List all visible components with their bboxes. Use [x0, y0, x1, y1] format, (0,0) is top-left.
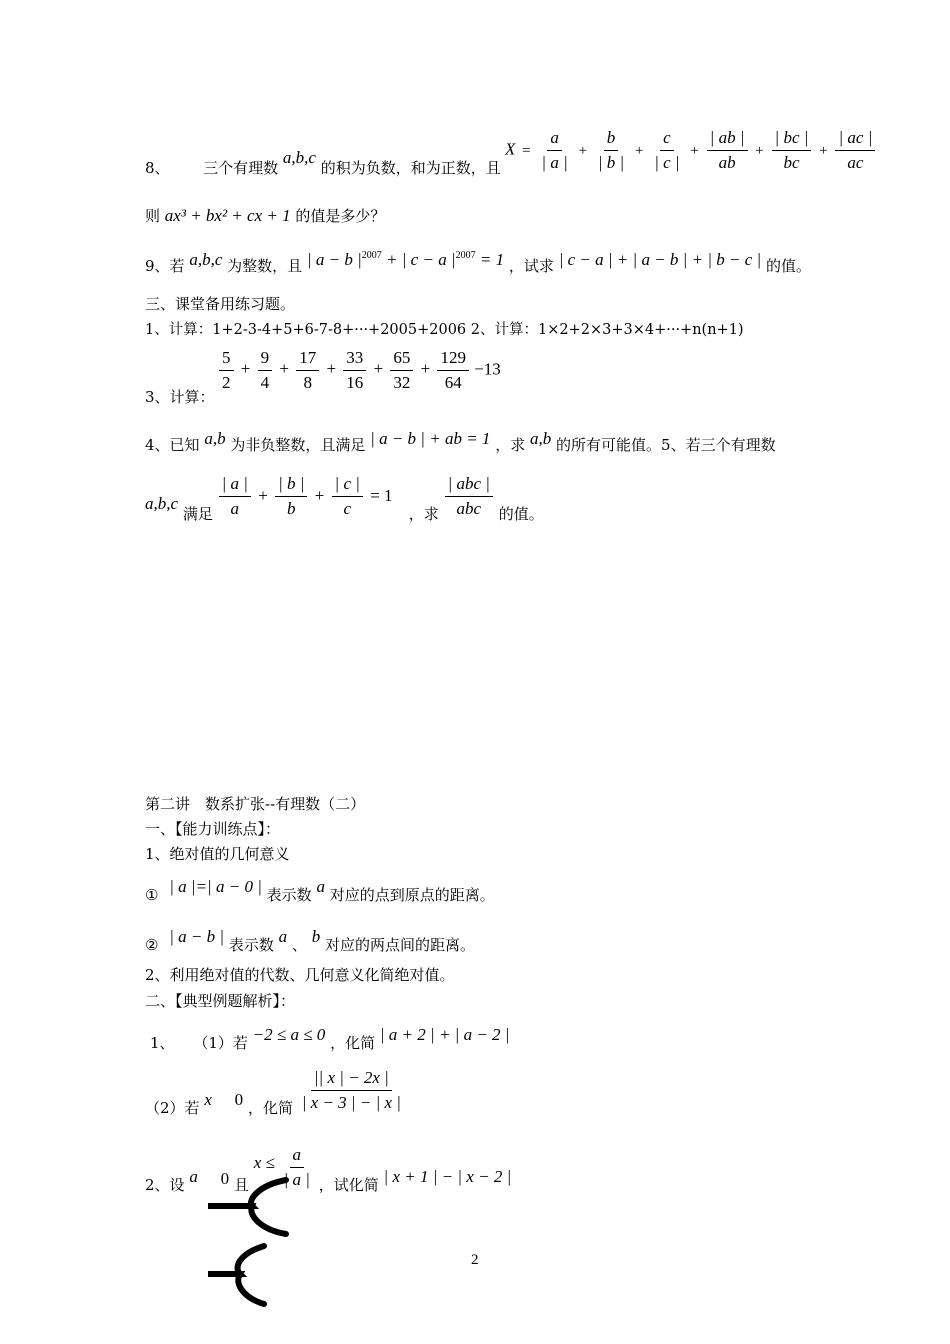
- lecture-title: 第二讲 数系扩张--有理数（二）: [145, 795, 366, 813]
- q8-frac-2: $\frac{b}{| b |}$: [597, 128, 625, 172]
- ex4-vars-2: a,b: [530, 429, 552, 448]
- ex5-target-frac: $\frac{\text{| abc |}}{\text{abc}}$: [445, 474, 493, 519]
- q8-question: [145, 205, 385, 226]
- example-1-2: （2）若 x 0 ，化简 $\frac{|| x | - 2x |}{| x - 3 | - | x |}$: [145, 1068, 405, 1113]
- q8-poly: ax³ + bx² + cx + 1: [164, 206, 291, 225]
- q9-vars: a,b,c: [189, 250, 223, 269]
- page-number: 2: [471, 1252, 479, 1268]
- ex5-frac-2: $\frac{| b |}{b}$: [275, 474, 307, 519]
- e3-frac: $\frac{a}{| a |}$: [283, 1145, 310, 1189]
- q8-text-a: 三个有理数: [203, 159, 279, 177]
- ex3-frac-3: $\frac{17}{8}$: [296, 348, 319, 393]
- q8-frac-3: $\frac{c}{| c |}$: [654, 128, 680, 172]
- q9-condition: | a − b $|^{2007}$ + | c − a $|^{2007} = 1$: [306, 250, 505, 269]
- point-2: 2、利用绝对值的代数、几何意义化简绝对值。: [145, 966, 455, 984]
- exercise-5-line: a,b,c 满足 $\frac{| a |}{a}$ + $\frac{| b |}{b}$ + $\frac{| c |}{c}$ = 1 ，求 $\frac{\text{| abc |}}{\text{abc}}$ 的值。: [145, 474, 544, 523]
- q8-line: [145, 148, 501, 178]
- q8-x: X: [505, 139, 516, 159]
- q8-frac-4: $\frac{| ab |}{ab}$: [707, 128, 748, 173]
- e3-expr: | x + 1 | − | x − 2 |: [383, 1166, 512, 1186]
- brace-symbol-lower: [200, 1238, 310, 1318]
- ex5-frac-1: $\frac{| a |}{a}$: [219, 474, 251, 519]
- point-1-circle-1: ① | a |=| a − 0 | 表示数 a 对应的点到原点的距离。: [145, 877, 495, 904]
- ex3-frac-2: $\frac{9}{4}$: [258, 348, 273, 393]
- q8-vars: a,b,c: [282, 148, 316, 167]
- q8-ask: 的值是多少？: [295, 207, 386, 225]
- q8-text-b: 的积为负数，和为正数，且: [320, 159, 501, 177]
- exercise-3-formula: $\frac{5}{2}$ + $\frac{9}{4}$ + $\frac{17}{8}$ + $\frac{33}{16}$ + $\frac{65}{32}$ + $\frac{129}{64}$ −13: [218, 348, 501, 393]
- q8-ze: 则: [145, 207, 161, 225]
- exercise-4-line: 4、已知 a,b 为非负整数，且满足 | a − b | + ab = 1 ，求 a,b 的所有可能值。5、若三个有理数: [145, 429, 776, 454]
- ex4-condition: | a − b | + ab = 1: [370, 429, 491, 448]
- point-1-title: 1、绝对值的几何意义: [145, 845, 290, 863]
- ex4-vars: a,b: [204, 429, 226, 448]
- q9-end: 的值。: [765, 257, 811, 275]
- example-2: 2、设 a 0 且 x ≤ $\frac{a}{| a |}$ ，试化简 | x + 1 | − | x − 2 |: [145, 1145, 512, 1194]
- q8-number: 8、: [145, 159, 170, 177]
- q8-frac-1: $\frac{a}{| a |}$: [541, 128, 568, 172]
- c1-expr: | a |=| a − 0 |: [169, 877, 262, 896]
- ex5-vars: a,b,c: [145, 493, 179, 513]
- ex3-frac-4: $\frac{33}{16}$: [343, 348, 366, 393]
- exercise-1-2: 1、计算：1+2-3-4+5+6-7-8+···+2005+2006 2、计算：1×2+2×3+3×4+···+n(n+1): [145, 322, 744, 338]
- example-1-1: 1、 （1）若 −2 ≤ a ≤ 0 ，化简 | a + 2 | + | a − 2 |: [150, 1025, 510, 1052]
- c2-expr: | a − b |: [169, 927, 225, 946]
- ex3-tail: −13: [474, 359, 501, 379]
- q8-eq: =: [522, 142, 531, 159]
- ex5-frac-3: $\frac{| c |}{c}$: [332, 474, 363, 519]
- point-1-circle-2: ② | a − b | 表示数 a 、 b 对应的两点间的距离。: [145, 927, 476, 954]
- section-ability: 一、【能力训练点】：: [145, 820, 281, 838]
- q9-mid: 为整数，且: [227, 257, 303, 275]
- section-examples: 二、【典型例题解析】：: [145, 992, 296, 1010]
- e1-expr: | a + 2 | + | a − 2 |: [379, 1025, 510, 1044]
- exercise-3-label: 3、计算：: [145, 388, 215, 406]
- e2-frac: $\frac{|| x | - 2x |}{| x - 3 | - | x |}$: [301, 1068, 401, 1112]
- q9-lead: 9、若: [145, 257, 185, 275]
- e1-condition: −2 ≤ a ≤ 0: [252, 1025, 326, 1044]
- q9-ask: ，试求: [508, 257, 554, 275]
- q8-frac-5: $\frac{| bc |}{bc}$: [772, 128, 812, 173]
- q8-formula: X = $\frac{a}{| a |}$ + $\frac{b}{| b |}$ + $\frac{c}{| c |}$ + $\frac{| ab |}{ab}$ + $\frac{| bc |}{bc}$ + $\frac{| ac |}{ac}$: [505, 128, 876, 173]
- ex3-frac-1: $\frac{5}{2}$: [219, 348, 234, 393]
- q8-frac-6: $\frac{| ac |}{ac}$: [835, 128, 875, 173]
- ex3-frac-5: $\frac{65}{32}$: [390, 348, 413, 393]
- section-3-title: 三、课堂备用练习题。: [145, 295, 296, 313]
- q9-line: [145, 250, 811, 276]
- ex5-condition: $\frac{| a |}{a}$ + $\frac{| b |}{b}$ + $\frac{| c |}{c}$ = 1: [218, 486, 399, 505]
- ex3-frac-6: $\frac{129}{64}$: [437, 348, 469, 393]
- q9-expr: | c − a | + | a − b | + | b − c |: [558, 250, 762, 269]
